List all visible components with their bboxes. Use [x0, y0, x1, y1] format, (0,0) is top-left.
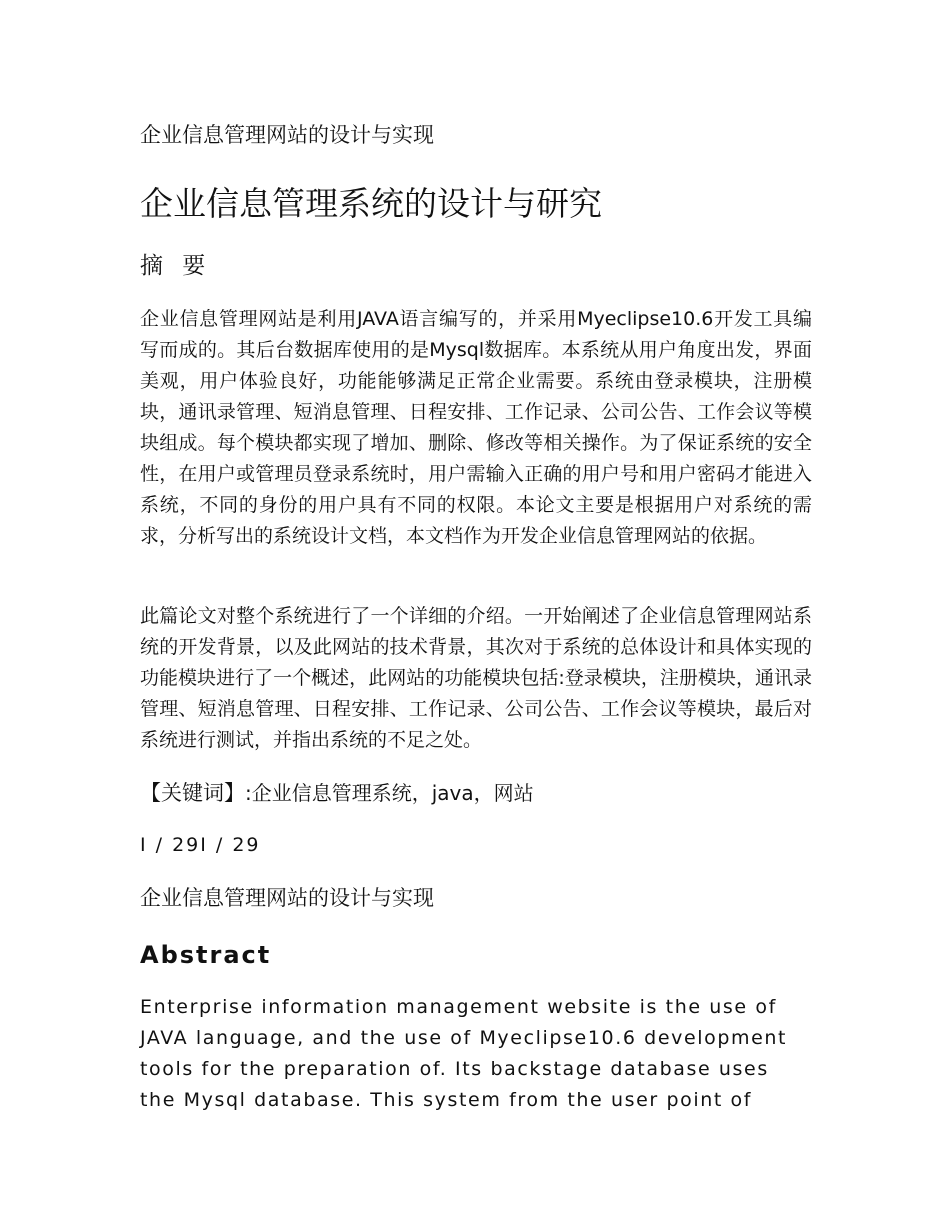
- abstract-en-line: Enterprise information management website is the use of: [140, 996, 777, 1018]
- page-number: I / 29I / 29: [140, 834, 261, 856]
- keywords-text: :企业信息管理系统，java，网站: [245, 781, 534, 805]
- abstract-cn-paragraph: 此篇论文对整个系统进行了一个详细的介绍。一开始阐述了企业信息管理网站系统的开发背景，以及此网站的技术背景，其次对于系统的总体设计和具体实现的功能模块进行了一个概述，此网站的功能模块包括:登录模块，注册模块，通讯录管理、短消息管理、日程安排、工作记录、公司公告、工作会议等模块，最后对系统进行测试，并指出系统的不足之处。: [140, 605, 812, 751]
- keywords-line: [140, 776, 534, 810]
- abstract-cn-paragraph: 企业信息管理网站是利用JAVA语言编写的，并采用Myeclipse10.6开发工具编写而成的。其后台数据库使用的是Mysql数据库。本系统从用户角度出发，界面美观，用户体验良好，功能能够满足正常企业需要。系统由登录模块，注册模块，通讯录管理、短消息管理、日程安排、工作记录、公司公告、工作会议等模块组成。每个模块都实现了增加、删除、修改等相关操作。为了保证系统的安全性，在用户或管理员登录系统时，用户需输入正确的用户号和用户密码才能进入系统，不同的身份的用户具有不同的权限。本论文主要是根据用户对系统的需求，分析写出的系统设计文档，本文档作为开发企业信息管理网站的依据。: [140, 308, 812, 547]
- abstract-en-paragraph: [140, 992, 812, 1116]
- abstract-en-line: JAVA language, and the use of Myeclipse10.6 development: [140, 1027, 788, 1049]
- abstract-en-line: tools for the preparation of. Its backstage database uses: [140, 1058, 769, 1080]
- document-page: [140, 0, 812, 1230]
- keywords-label: 【关键词】: [140, 781, 245, 805]
- abstract-en-heading: Abstract: [140, 941, 272, 969]
- running-header: 企业信息管理网站的设计与实现: [140, 123, 434, 147]
- abstract-en-line: the Mysql database. This system from the user point of: [140, 1089, 753, 1111]
- abstract-cn-heading: 摘 要: [140, 253, 212, 279]
- running-header: 企业信息管理网站的设计与实现: [140, 886, 434, 910]
- document-title: 企业信息管理系统的设计与研究: [140, 184, 602, 223]
